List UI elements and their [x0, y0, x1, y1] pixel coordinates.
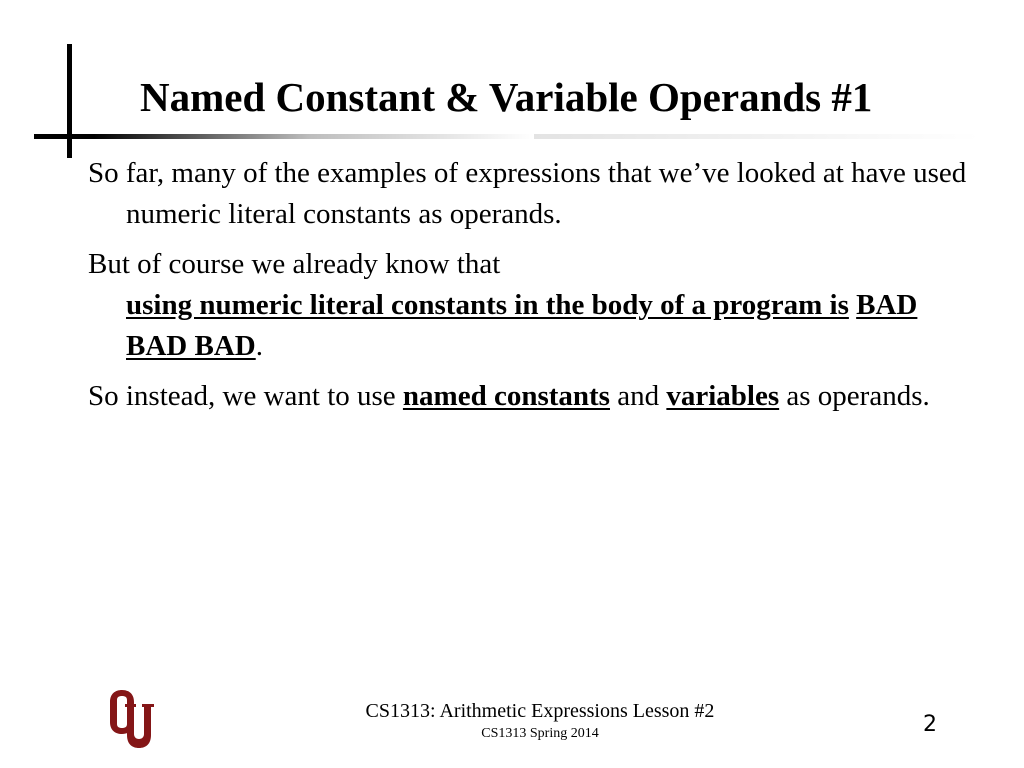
paragraph-2-bad: BAD BAD BAD: [126, 289, 918, 362]
decorative-horizontal-line-fade: [534, 134, 980, 139]
paragraph-1-text: So far, many of the examples of expressions that we’ve looked at have used numeric literal constants as operands.: [88, 157, 967, 230]
footer-course-line: CS1313: Arithmetic Expressions Lesson #2: [365, 700, 715, 722]
footer-term-line: CS1313 Spring 2014: [481, 726, 599, 741]
paragraph-1: [88, 153, 968, 235]
paragraph-2: [88, 244, 968, 367]
paragraph-3-and: and: [609, 380, 667, 412]
paragraph-3-variables: variables: [666, 380, 780, 412]
paragraph-2-intro: But of course we already know that: [88, 248, 501, 280]
ou-logo-shape: [110, 690, 154, 748]
ou-logo-icon: [108, 688, 156, 750]
paragraph-3-named-constants: named constants: [402, 380, 610, 412]
paragraph-3-end: as operands.: [779, 380, 930, 412]
decorative-vertical-line: [67, 44, 72, 158]
slide-title: Named Constant & Variable Operands #1: [140, 74, 873, 120]
page-number: 2: [923, 712, 937, 737]
paragraph-2-emphasis: using numeric literal constants in the body of a program is: [126, 289, 849, 321]
slide-body: [88, 153, 968, 426]
paragraph-3-intro: So instead, we want to use: [88, 380, 403, 412]
decorative-horizontal-line: [34, 134, 534, 139]
paragraph-2-period: .: [255, 330, 263, 362]
paragraph-3: [88, 376, 968, 417]
